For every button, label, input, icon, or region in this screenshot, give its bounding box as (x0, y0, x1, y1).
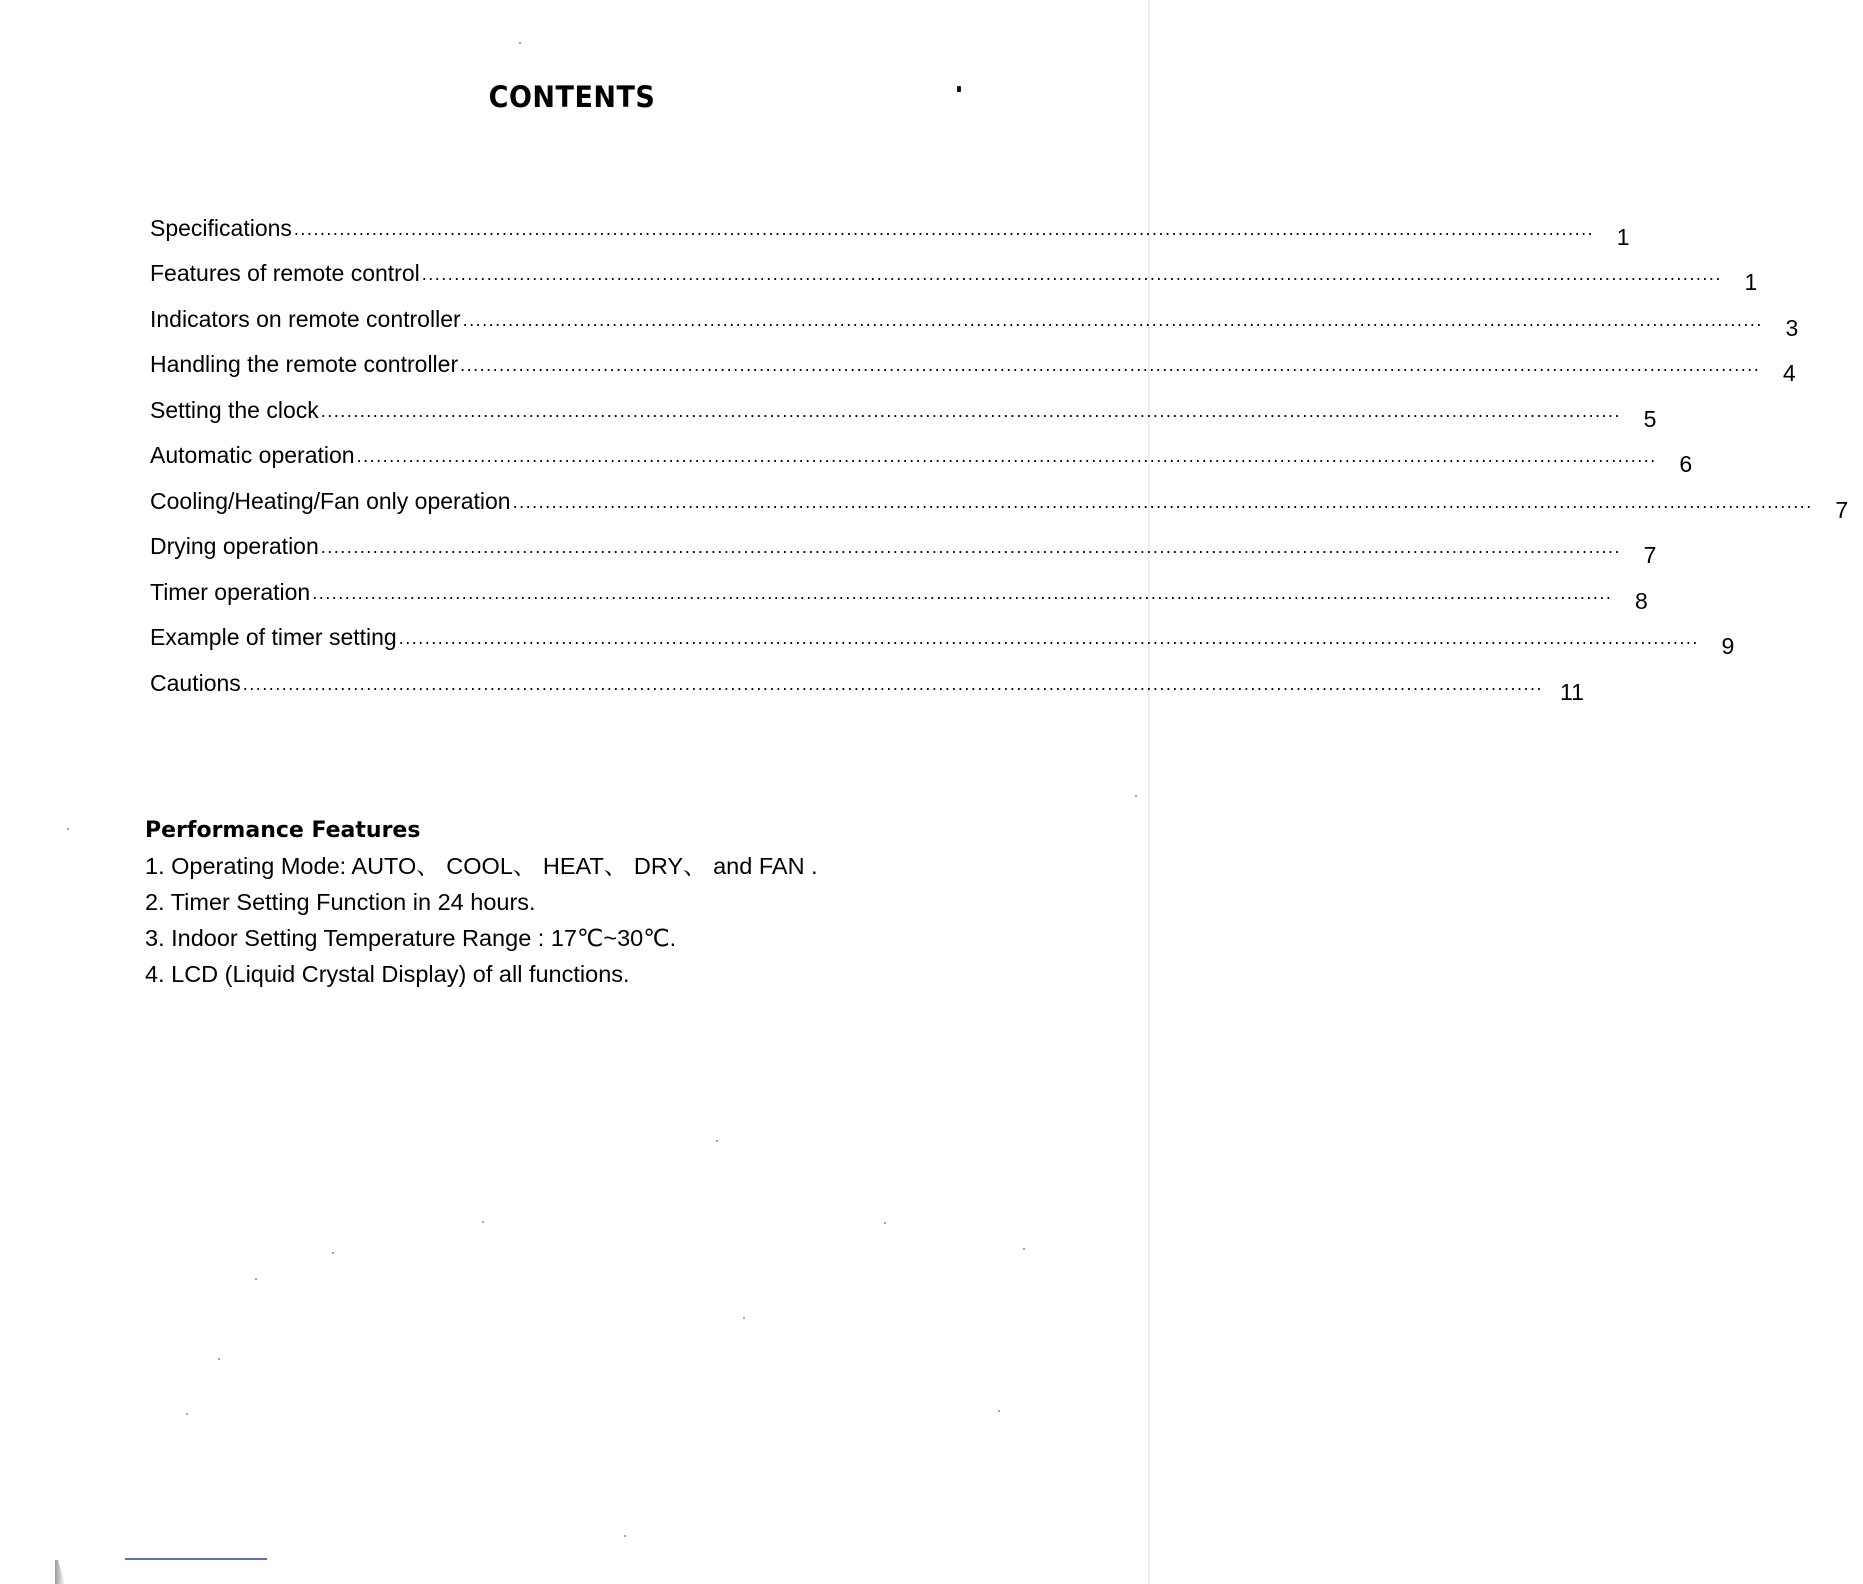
toc-entry-label: Indicators on remote controller (150, 305, 461, 332)
scan-corner-mark (55, 1560, 65, 1584)
performance-features-heading: Performance Features (145, 818, 421, 843)
toc-entry-page: 5 (1643, 405, 1657, 432)
toc-entry[interactable] (150, 378, 1657, 432)
toc-entry-page: 4 (1782, 360, 1796, 386)
scan-speck (743, 1317, 745, 1319)
toc-entry[interactable] (150, 333, 1796, 386)
performance-feature-item: 1. Operating Mode: AUTO、 COOL、 HEAT、 DRY、 and FAN . (145, 853, 818, 879)
scan-speck (1023, 1248, 1025, 1250)
scan-speck (716, 1140, 718, 1142)
toc-leader-dots: ........................................................................................................................................................................................................ (312, 582, 1613, 603)
toc-leader-dots: ........................................................................................................................................................................................................ (320, 400, 1621, 421)
toc-entry-label: Cautions (150, 669, 241, 696)
toc-entry-label: Specifications (150, 214, 292, 241)
toc-leader-dots: ........................................................................................................................................................................................................ (242, 673, 1543, 694)
performance-features (145, 815, 1045, 992)
toc-entry-label: Features of remote control (150, 260, 420, 286)
toc-entry-page: 9 (1721, 633, 1735, 659)
toc-entry-label: Cooling/Heating/Fan only operation (150, 487, 511, 514)
toc-leader-dots: ........................................................................................................................................................................................................ (398, 628, 1699, 648)
scan-speck (186, 1413, 188, 1415)
toc-entry-label: Example of timer setting (150, 624, 397, 650)
performance-feature-item: 2. Timer Setting Function in 24 hours. (145, 889, 536, 915)
scan-speck (624, 1535, 626, 1537)
toc-entry[interactable] (150, 242, 1758, 295)
toc-entry[interactable] (150, 287, 1799, 341)
scan-speck (1135, 795, 1137, 797)
toc-entry-page: 7 (1835, 496, 1849, 523)
toc-entry[interactable] (150, 515, 1657, 568)
toc-leader-dots: ........................................................................................................................................................................................................ (460, 355, 1761, 375)
toc-entry-label: Automatic operation (150, 442, 355, 468)
toc-leader-dots: ........................................................................................................................................................................................................ (356, 446, 1657, 466)
table-of-contents (150, 196, 1849, 705)
toc-entry[interactable] (150, 606, 1735, 659)
toc-entry-label: Handling the remote controller (150, 351, 459, 377)
toc-entry-label: Timer operation (150, 578, 311, 605)
scan-speck (67, 828, 69, 830)
scan-underline-mark (125, 1558, 267, 1560)
performance-feature-item: 3. Indoor Setting Temperature Range : 17℃~30℃. (145, 925, 677, 951)
toc-entry-page: 8 (1635, 587, 1648, 614)
scan-speck (255, 1278, 257, 1280)
scan-speck (519, 42, 521, 44)
toc-entry[interactable] (150, 196, 1630, 250)
toc-entry[interactable] (150, 424, 1693, 477)
scan-speck (482, 1221, 484, 1223)
scan-speck (218, 1358, 220, 1360)
toc-entry-page: 6 (1679, 451, 1693, 477)
toc-entry-page: 3 (1785, 314, 1799, 341)
toc-leader-dots: ........................................................................................................................................................................................................ (320, 537, 1621, 557)
performance-feature-item: 4. LCD (Liquid Crystal Display) of all functions. (145, 961, 630, 987)
toc-leader-dots: ........................................................................................................................................................................................................ (421, 264, 1722, 284)
toc-leader-dots: ........................................................................................................................................................................................................ (512, 491, 1813, 512)
toc-entry[interactable] (150, 651, 1584, 705)
toc-entry-page: 11 (1560, 678, 1584, 705)
toc-entry-page: 7 (1643, 542, 1657, 568)
scan-speck (998, 1410, 1000, 1412)
toc-entry-page: 1 (1744, 269, 1758, 295)
toc-entry[interactable] (150, 560, 1648, 614)
toc-leader-dots: ........................................................................................................................................................................................................ (462, 309, 1763, 330)
toc-leader-dots: ........................................................................................................................................................................................................ (293, 218, 1595, 239)
toc-entry[interactable] (150, 469, 1849, 523)
page-title: CONTENTS (488, 80, 656, 115)
scan-speck (332, 1252, 334, 1254)
toc-entry-label: Drying operation (150, 533, 319, 559)
toc-entry-label: Setting the clock (150, 396, 319, 423)
scan-speck (884, 1222, 886, 1224)
toc-entry-page: 1 (1616, 223, 1630, 250)
